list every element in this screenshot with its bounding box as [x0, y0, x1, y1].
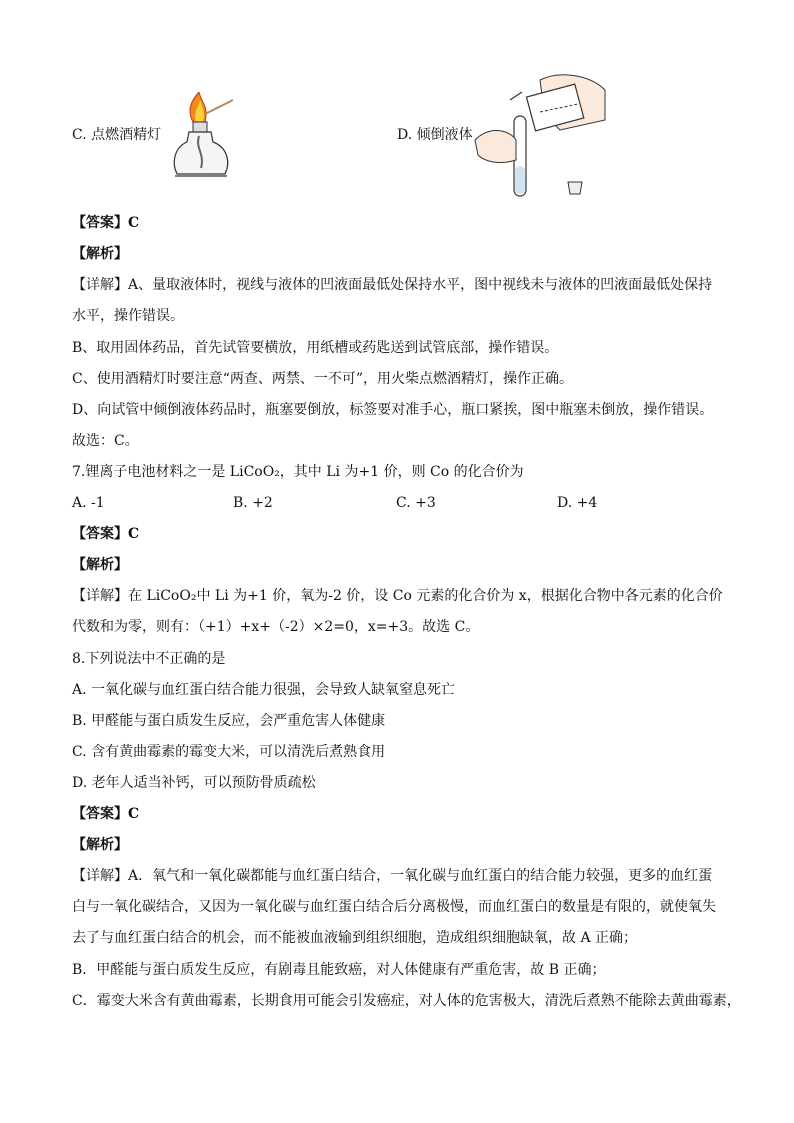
- option-d-label: D. 倾倒液体: [397, 127, 473, 143]
- q7-option-c: C. +3: [396, 495, 436, 511]
- q7-analysis-heading: 【解析】: [72, 557, 128, 573]
- q7-option-a: A. -1: [72, 495, 105, 511]
- q6-analysis-heading: 【解析】: [72, 246, 128, 262]
- q6-detail-c: C、使用酒精灯时要注意“两查、两禁、一不可”，用火柴点燃酒精灯，操作正确。: [72, 371, 574, 387]
- q8-detail-c: C．霉变大米含有黄曲霉素，长期食用可能会引发癌症，对人体的危害极大，清洗后煮熟不能除去黄曲霉素，: [72, 993, 741, 1009]
- q6-detail-a: 【详解】A、量取液体时，视线与液体的凹液面最低处保持水平，图中视线未与液体的凹液面最低处保持水平，操作错误。: [72, 277, 713, 324]
- q8-option-a: A. 一氧化碳与血红蛋白结合能力很强，会导致人缺氧窒息死亡: [72, 682, 456, 698]
- q6-choice: 故选：C。: [72, 433, 139, 449]
- q8-option-b: B. 甲醛能与蛋白质发生反应，会严重危害人体健康: [72, 713, 386, 729]
- q8-answer: 【答案】C: [72, 806, 140, 822]
- q6-detail-b: B、取用固体药品，首先试管要横放，用纸槽或药匙送到试管底部，操作错误。: [72, 340, 559, 356]
- q6-answer: 【答案】C: [72, 215, 140, 231]
- q7-option-b: B. +2: [233, 495, 273, 511]
- alcohol-lamp-illustration: [165, 92, 245, 192]
- q8-analysis-heading: 【解析】: [72, 837, 128, 853]
- q8-detail-b: B．甲醛能与蛋白质发生反应，有剧毒且能致癌，对人体健康有严重危害，故 B 正确；: [72, 962, 606, 978]
- q8-detail-a: 【详解】A．氧气和一氧化碳都能与血红蛋白结合，一氧化碳与血红蛋白的结合能力较强，更多的血红蛋白与一氧化碳结合，又因为一氧化碳与血红蛋白结合后分离极慢，而血红蛋白的数量是有限的，就使氧失去了与血红蛋白结合的机会，而不能被血液输到组织细胞，造成组织细胞缺氧，故 A 正确；: [72, 868, 716, 946]
- q7-option-d: D. +4: [557, 495, 598, 511]
- q8-stem: 8.下列说法中不正确的是: [72, 651, 226, 667]
- pouring-liquid-illustration: [470, 70, 610, 202]
- q7-stem: 7.锂离子电池材料之一是 LiCoO₂，其中 Li 为+1 价，则 Co 的化合价为: [72, 464, 524, 480]
- q8-option-c: C. 含有黄曲霉素的霉变大米，可以清洗后煮熟食用: [72, 744, 386, 760]
- q7-answer: 【答案】C: [72, 526, 140, 542]
- q7-detail: 【详解】在 LiCoO₂中 Li 为+1 价，氧为-2 价，设 Co 元素的化合价为 x，根据化合物中各元素的化合价代数和为零，则有：（+1）+x+（-2）×2=0，x=+3。故选 C。: [72, 588, 723, 635]
- q6-detail-d: D、向试管中倾倒液体药品时，瓶塞要倒放，标签要对准手心，瓶口紧挨，图中瓶塞未倒放，操作错误。: [72, 402, 714, 418]
- q8-option-d: D. 老年人适当补钙，可以预防骨质疏松: [72, 775, 316, 791]
- option-c-label: C. 点燃酒精灯: [72, 127, 162, 143]
